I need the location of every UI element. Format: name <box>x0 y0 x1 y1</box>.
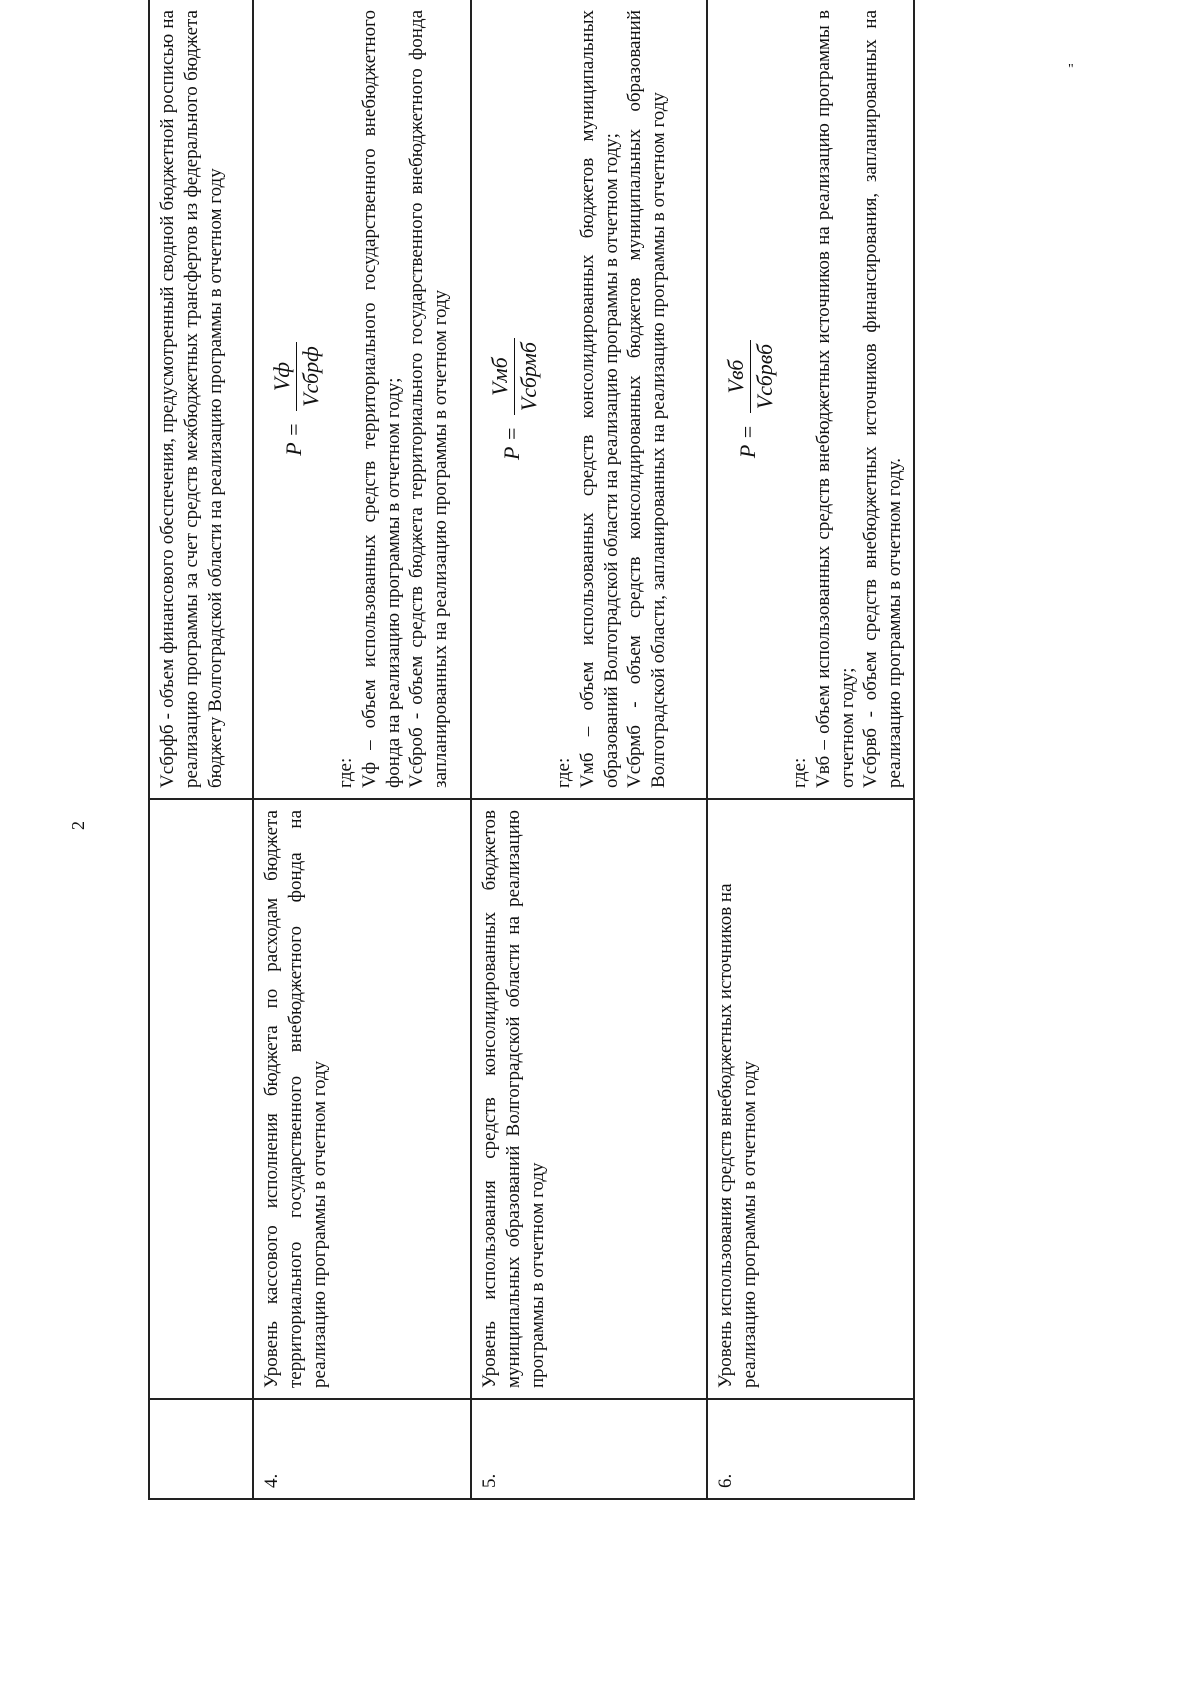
formula-numerator: Vвб <box>722 340 751 413</box>
formula-fraction <box>722 340 778 413</box>
table-row <box>149 0 253 1499</box>
rotated-table-container <box>148 0 1048 1500</box>
variable-definition: Vсбрвб - объем средств внебюджетных источников финансирования, запланированных на реализацию программы в отчетном году. <box>860 10 905 788</box>
formula-lhs: P = <box>735 424 761 459</box>
variable-definition: Vмб – объем использованных средств консолидированных бюджетов муниципальных образований Волгоградской области на реализацию программы в отчетном году; <box>576 10 622 788</box>
row-number-cell <box>149 1399 253 1499</box>
where-label: где: <box>335 757 356 788</box>
indicators-table <box>148 0 915 1500</box>
formula-denominator: Vсбрвб <box>751 343 777 410</box>
row-number-cell: 5. <box>471 1399 707 1499</box>
variable-definition: Vсбрмб - объем средств консолидированных бюджетов муниципальных образований Волгоградской области, запланированных на реализацию программы в отчетном году <box>624 10 669 788</box>
indicator-name-cell: Уровень использования средств консолидированных бюджетов муниципальных образований Волгоградской области на реализацию программы в отчетном году <box>471 799 707 1399</box>
definition-cell: Vсбрфб - объем финансового обеспечения, предусмотренный сводной бюджетной росписью на реализацию программы за счет средств межбюджетных трансфертов из федерального бюджета бюджету Волгоградской области на реализацию программы в отчетном году <box>149 0 253 799</box>
table-row <box>707 0 914 1499</box>
definition-cell <box>471 0 707 799</box>
formula-numerator: Vмб <box>486 338 515 415</box>
indicator-name-cell: Уровень использования средств внебюджетных источников на реализацию программы в отчетном году <box>707 799 914 1399</box>
variable-definition: Vвб – объем использованных средств внебюджетных источников на реализацию программы в отчетном году; <box>812 10 858 788</box>
where-label: где: <box>789 757 810 788</box>
formula <box>268 10 324 788</box>
page-number: 2 <box>68 821 88 830</box>
table-row <box>253 0 471 1499</box>
formula <box>722 10 778 788</box>
formula-fraction <box>486 338 542 415</box>
row-number-cell: 4. <box>253 1399 471 1499</box>
variable-definition: Vсброб - объем средств бюджета территориального государственного внебюджетного фонда запланированных на реализацию программы в отчетном году <box>406 10 451 788</box>
closing-quote: " <box>1068 62 1074 77</box>
definition-cell <box>253 0 471 799</box>
indicator-name-cell <box>149 799 253 1399</box>
formula-denominator: Vсбрф <box>297 346 323 407</box>
formula-lhs: P = <box>499 426 525 460</box>
formula-numerator: Vф <box>268 342 297 411</box>
formula-denominator: Vсбрмб <box>515 342 541 412</box>
variable-definition: Vф – объем использованных средств территориального государственного внебюджетного фонда на реализацию программы в отчетном году; <box>358 10 404 788</box>
definition-cell <box>707 0 914 799</box>
row-number-cell: 6. <box>707 1399 914 1499</box>
where-label: где: <box>553 757 574 788</box>
indicator-name-cell: Уровень кассового исполнения бюджета по расходам бюджета территориального государственного внебюджетного фонда на реализацию программы в отчетном году <box>253 799 471 1399</box>
formula-fraction <box>268 342 324 411</box>
formula-lhs: P = <box>281 422 307 456</box>
table-row <box>471 0 707 1499</box>
formula <box>486 10 542 788</box>
